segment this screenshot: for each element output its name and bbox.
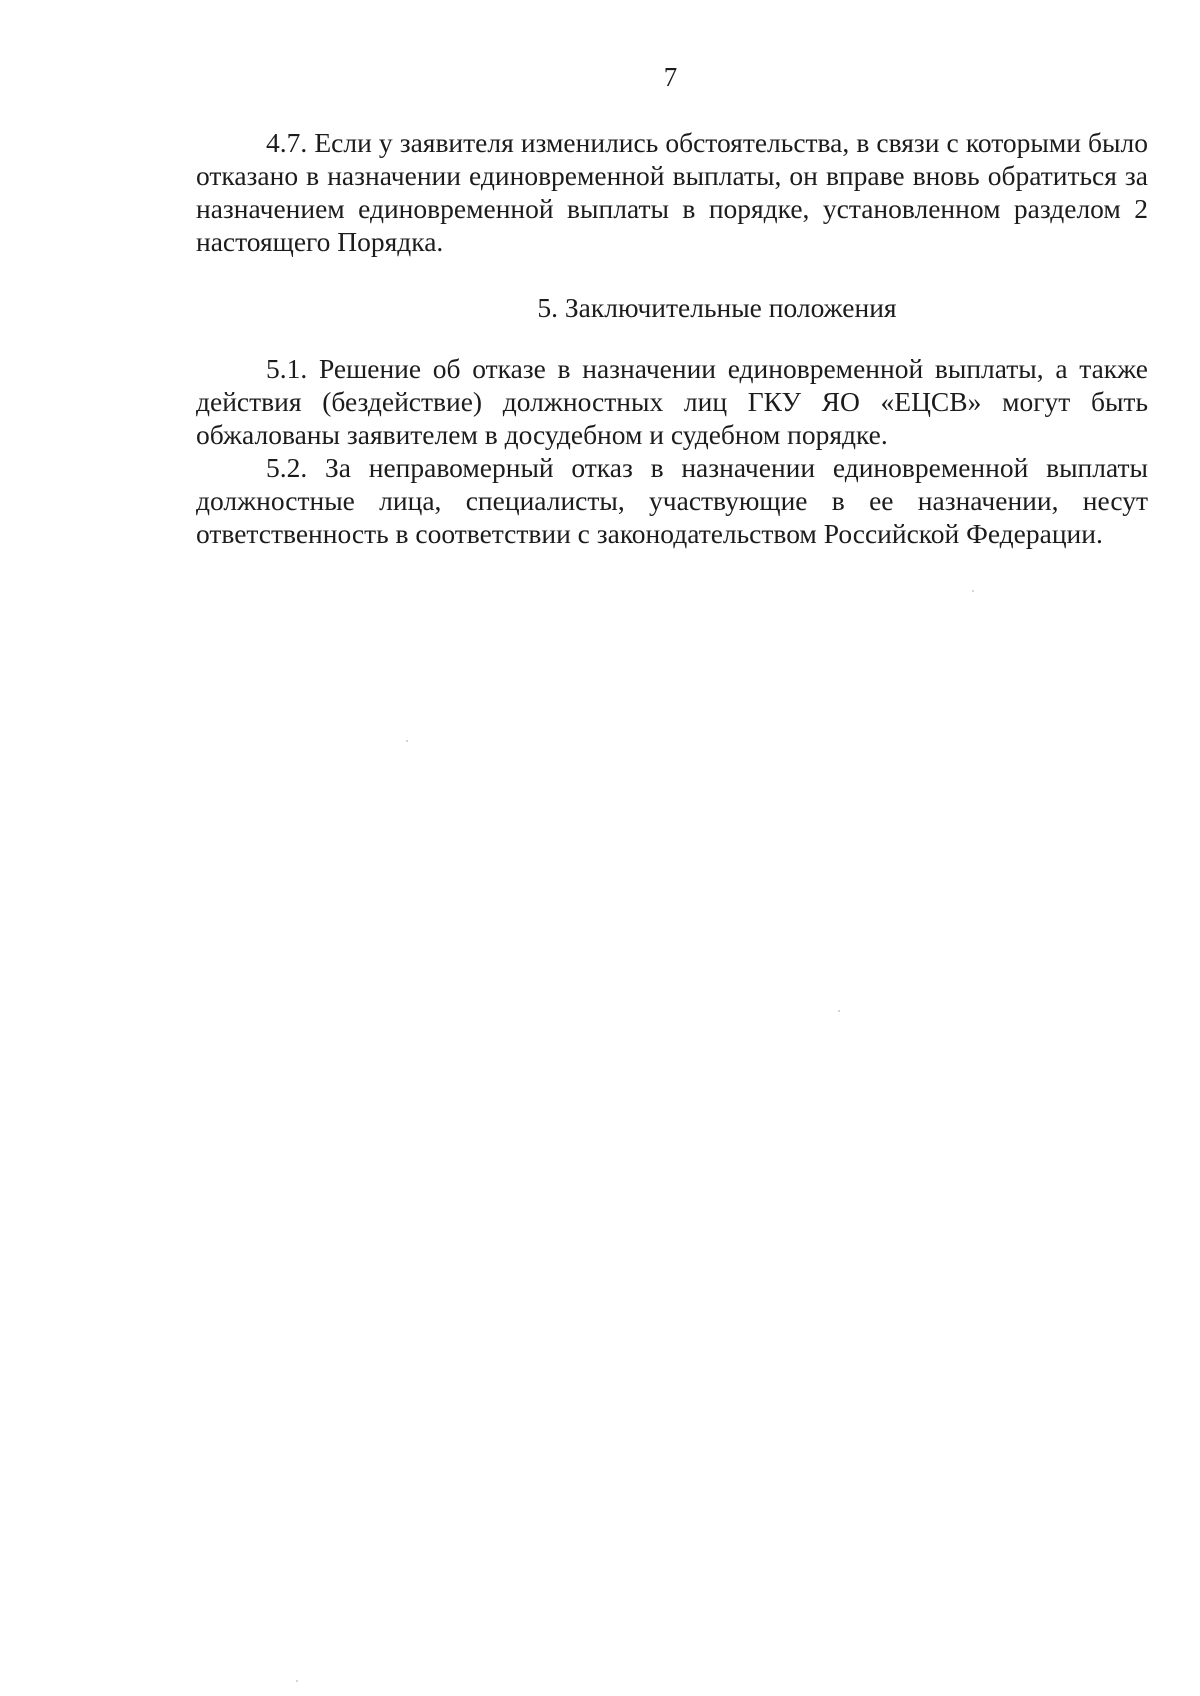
scan-speck xyxy=(296,1680,298,1682)
scan-speck xyxy=(406,740,408,742)
section-heading: 5. Заключительные положения xyxy=(537,292,897,323)
scan-speck xyxy=(838,1010,840,1012)
scan-speck xyxy=(972,590,974,592)
paragraph-5-1: 5.1. Решение об отказе в назначении единовременной выплаты, а также действия (бездействие) должностных лиц ГКУ ЯО «ЕЦСВ» могут быть обжалованы заявителем в досудебном и судебном порядке. xyxy=(196,353,1148,450)
clause-4-7-block xyxy=(196,126,1148,258)
paragraph-5-2: 5.2. За неправомерный отказ в назначении единовременной выплаты должностные лица, специалисты, участвующие в ее назначении, несут ответственность в соответствии с законодательством Российской Федерации. xyxy=(196,452,1148,549)
page-number: 7 xyxy=(663,62,678,92)
section-5-block xyxy=(196,352,1148,550)
paragraph-4-7: 4.7. Если у заявителя изменились обстоятельства, в связи с которыми было отказано в назначении единовременной выплаты, он вправе вновь обратиться за назначением единовременной выплаты в порядке, установленном разделом 2 настоящего Порядка. xyxy=(196,127,1148,257)
